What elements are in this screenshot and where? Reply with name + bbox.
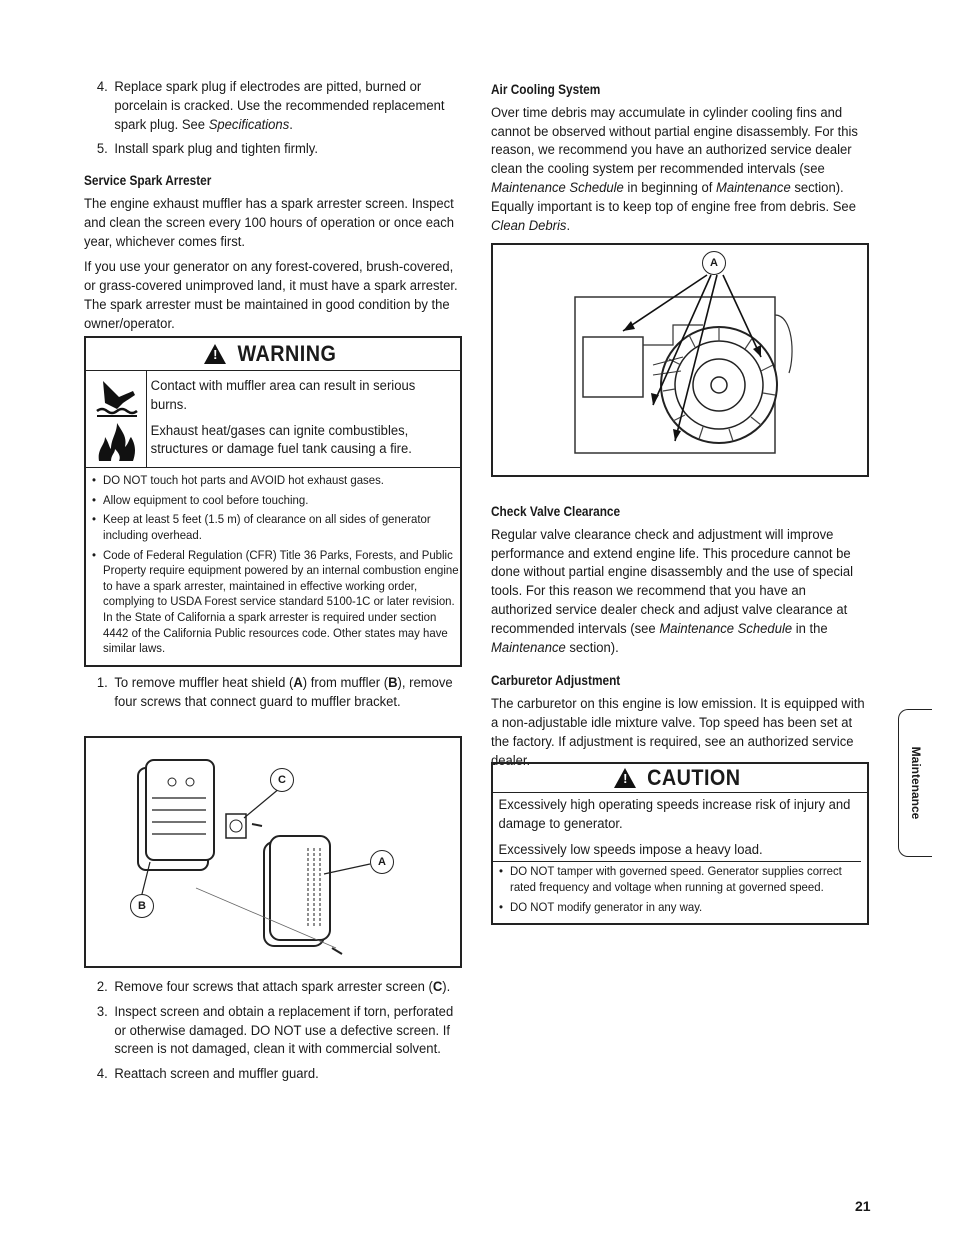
section-heading-air-cooling: Air Cooling System [491,81,601,97]
right-column [491,78,869,914]
caution-message: Excessively high operating speeds increase risk of injury and damage to generator. [498,797,851,832]
step-item: 4. Replace spark plug if electrodes are pitted, burned or porcelain is cracked. Use the recommended replacement spark plug. See Specifications. [96,79,445,133]
section-heading-spark-arrester: Service Spark Arrester [84,172,212,189]
section-heading-valve-clearance: Check Valve Clearance [491,503,621,519]
left-column [84,78,462,1083]
caution-message: Excessively low speeds impose a heavy load. [498,841,763,858]
list-item: • DO NOT modify generator in any way. [499,900,869,916]
step-item: 2. Remove four screws that attach spark arrester screen (C). [96,979,451,995]
muffler-figure [84,736,462,968]
list-item: • Allow equipment to cool before touching. [92,493,462,509]
list-item: • DO NOT touch hot parts and AVOID hot exhaust gases. [92,473,462,489]
warning-header: ! WARNING [86,338,460,371]
engine-figure [491,243,869,477]
paragraph: The carburetor on this engine is low emission. It is equipped with a non-adjustable idle mixture valve. Top speed has been set at the factory. If adjustment is required, see an authorized service dealer. [491,696,865,769]
step-item: 5. Install spark plug and tighten firmly. [96,141,318,158]
section-heading-carburetor: Carburetor Adjustment [491,672,621,689]
list-item: • DO NOT tamper with governed speed. Generator supplies correct rated frequency and voltage when running at governed speed. [499,864,869,895]
page-number: 21 [855,1198,871,1214]
callout-c: C [270,768,294,792]
section-tab-maintenance: Maintenance [898,709,932,857]
paragraph: The engine exhaust muffler has a spark arrester screen. Inspect and clean the screen every 100 hours of operation or once each year, whichever comes first. [84,195,455,250]
spark-plug-steps [84,78,461,159]
caution-header: ! CAUTION [493,764,867,793]
warning-bullets [86,468,460,665]
paragraph: If you use your generator on any forest-covered, brush-covered, or grass-covered unimproved land, it must have a spark arrester. The spark arrester must be maintained in good condition by the owner/operator. [84,259,458,332]
warning-box [84,336,462,667]
list-item: • Code of Federal Regulation (CFR) Title 36 Parks, Forests, and Public Property require equipment powered by an internal combustion engine to have a spark arrester, maintained in effective working order, complying to USDA Forest service standard 5100-1C or later revision. In the State of California a spark arrester is required under section 4442 of the California Public resources code. Other states may have similar laws. [92,548,462,657]
hot-surface-hand-icon [93,375,139,419]
list-item: • Keep at least 5 feet (1.5 m) of clearance on all sides of generator including overhead. [92,512,462,543]
step-item: 1. To remove muffler heat shield (A) from muffler (B), remove four screws that connect guard to muffler bracket. [96,675,453,710]
muffler-step-1 [84,674,461,712]
fire-icon [93,419,139,463]
callout-a: A [370,850,394,874]
paragraph: Regular valve clearance check and adjustment will improve performance and extend engine life. This procedure cannot be done without partial engine disassembly and the use of special tools. For this reason we recommend that you have an authorized service dealer check and adjust valve clearance at recommended intervals (see Maintenance Schedule in the Maintenance section). [491,526,854,656]
alert-triangle-icon: ! [204,344,226,364]
callout-a: A [702,251,726,275]
muffler-steps [84,978,461,1084]
engine-diagram [493,245,867,475]
caution-box [491,762,869,925]
step-item: 4. Reattach screen and muffler guard. [96,1066,319,1083]
alert-triangle-icon: ! [614,768,636,788]
step-item: 3. Inspect screen and obtain a replacement if torn, perforated or otherwise damaged. DO NOT use a defective screen. If screen is not damaged, clean it with commercial solvent. [96,1003,454,1058]
callout-b: B [130,894,154,918]
warning-message: Contact with muffler area can result in serious burns. [150,378,416,413]
caution-bullets [493,862,867,923]
warning-message: Exhaust heat/gases can ignite combustibles, structures or damage fuel tank causing a fire. [150,422,412,458]
paragraph: Over time debris may accumulate in cylinder cooling fins and cannot be observed without partial engine disassembly. For this reason, we recommend you have an authorized service dealer clean the cooling system per recommended intervals (see Maintenance Schedule in beginning of Maintenance section). Equally important is to keep top of engine free from debris. See Clean Debris. [491,104,858,234]
